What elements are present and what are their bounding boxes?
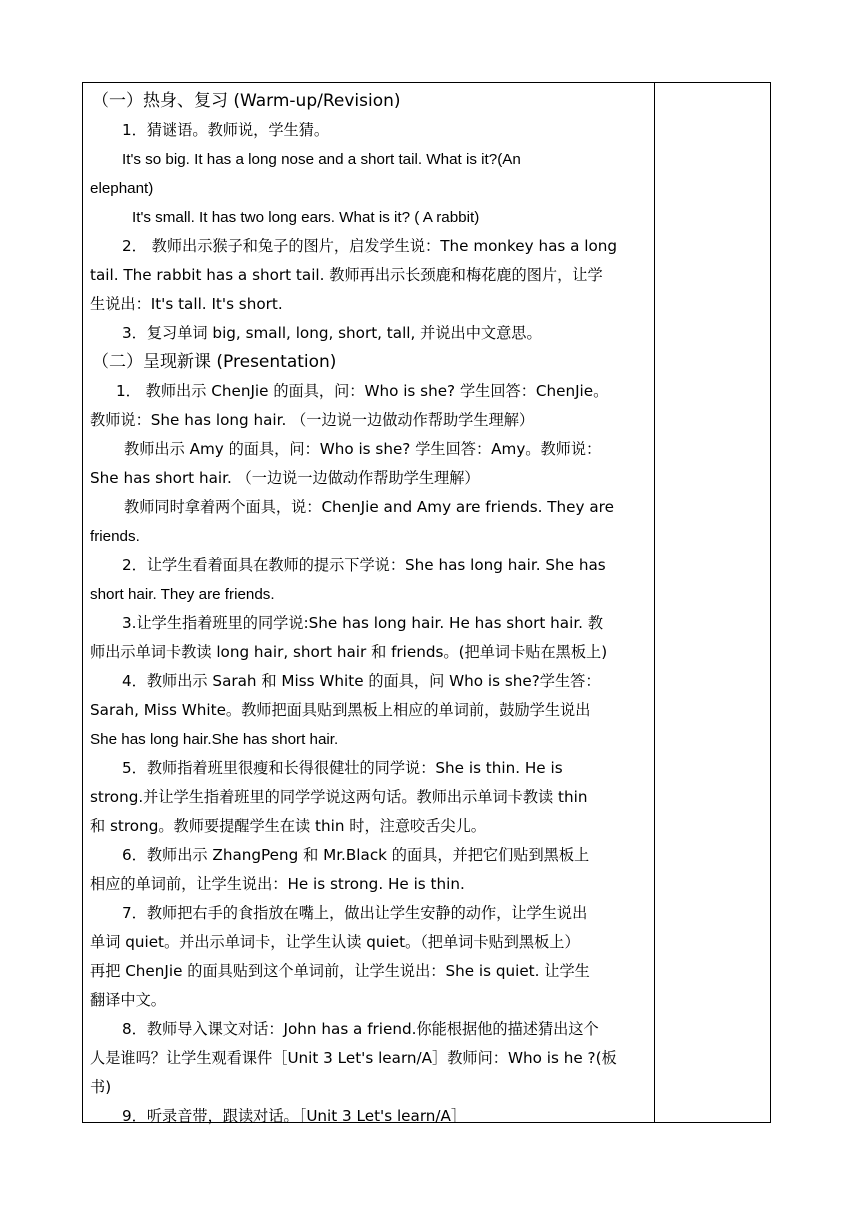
step-line: 1． 教师出示 ChenJie 的面具，问：Who is she? 学生回答：ChenJie。 [116, 382, 609, 400]
step-line: 3．复习单词 big, small, long, short, tall, 并说出中文意思。 [122, 324, 542, 342]
step-line: It's so big. It has a long nose and a short tail. What is it?(An [122, 151, 521, 168]
step-line: 2．让学生看着面具在教师的提示下学说：She has long hair. She has [122, 556, 606, 574]
step-line: 相应的单词前，让学生说出：He is strong. He is thin. [90, 875, 465, 893]
step-line: 生说出：It's tall. It's short. [90, 295, 283, 313]
step-line: 5．教师指着班里很瘦和长得很健壮的同学说：She is thin. He is [122, 759, 563, 777]
step-line: 3.让学生指着班里的同学说:She has long hair. He has short hair. 教 [122, 614, 604, 632]
step-line: elephant) [90, 180, 154, 197]
section-heading-warmup: （一）热身、复习 (Warm-up/Revision) [92, 91, 401, 111]
step-line: She has long hair.She has short hair. [90, 731, 339, 748]
step-line: friends. [90, 528, 140, 545]
step-line: 8．教师导入课文对话：John has a friend.你能根据他的描述猜出这个 [122, 1020, 599, 1038]
step-line: 4．教师出示 Sarah 和 Miss White 的面具，问 Who is she?学生答： [122, 672, 601, 690]
column-divider [654, 83, 655, 1122]
step-line: 教师同时拿着两个面具，说：ChenJie and Amy are friends. They are [124, 498, 614, 516]
step-line: 7．教师把右手的食指放在嘴上，做出让学生安静的动作，让学生说出 [122, 904, 588, 922]
step-line: 教师出示 Amy 的面具，问：Who is she? 学生回答：Amy。教师说： [124, 440, 602, 458]
step-line: It's small. It has two long ears. What is it? ( A rabbit) [132, 209, 480, 226]
step-line: 1．猜谜语。教师说，学生猜。 [122, 121, 330, 139]
step-line: 和 strong。教师要提醒学生在读 thin 时，注意咬舌尖儿。 [90, 817, 486, 835]
step-line: Sarah, Miss White。教师把面具贴到黑板上相应的单词前，鼓励学生说出 [90, 701, 591, 719]
step-line: 再把 ChenJie 的面具贴到这个单词前，让学生说出：She is quiet. 让学生 [90, 962, 590, 980]
step-line: 人是谁吗？让学生观看课件［Unit 3 Let's learn/A］教师问：Who is he ?(板 [90, 1049, 617, 1067]
step-line: She has short hair. （一边说一边做动作帮助学生理解） [90, 469, 480, 487]
step-line: 单词 quiet。并出示单词卡，让学生认读 quiet。（把单词卡贴到黑板上） [90, 933, 580, 951]
step-line: tail. The rabbit has a short tail. 教师再出示长颈鹿和梅花鹿的图片，让学 [90, 266, 603, 284]
lesson-content [90, 87, 650, 1131]
step-line: 翻译中文。 [90, 991, 166, 1009]
step-line: short hair. They are friends. [90, 586, 275, 603]
lesson-table [82, 82, 771, 1123]
step-line: 6．教师出示 ZhangPeng 和 Mr.Black 的面具，并把它们贴到黑板上 [122, 846, 590, 864]
step-line: 9．听录音带，跟读对话。［Unit 3 Let's learn/A］ [122, 1107, 467, 1125]
step-line: strong.并让学生指着班里的同学学说这两句话。教师出示单词卡教读 thin [90, 788, 588, 806]
step-line: 师出示单词卡教读 long hair, short hair 和 friends。(把单词卡贴在黑板上) [90, 643, 608, 661]
section-heading-presentation: （二）呈现新课 (Presentation) [92, 352, 337, 372]
step-line: 2． 教师出示猴子和兔子的图片，启发学生说：The monkey has a long [122, 237, 618, 255]
step-line: 书) [90, 1078, 112, 1096]
step-line: 教师说：She has long hair. （一边说一边做动作帮助学生理解） [90, 411, 535, 429]
